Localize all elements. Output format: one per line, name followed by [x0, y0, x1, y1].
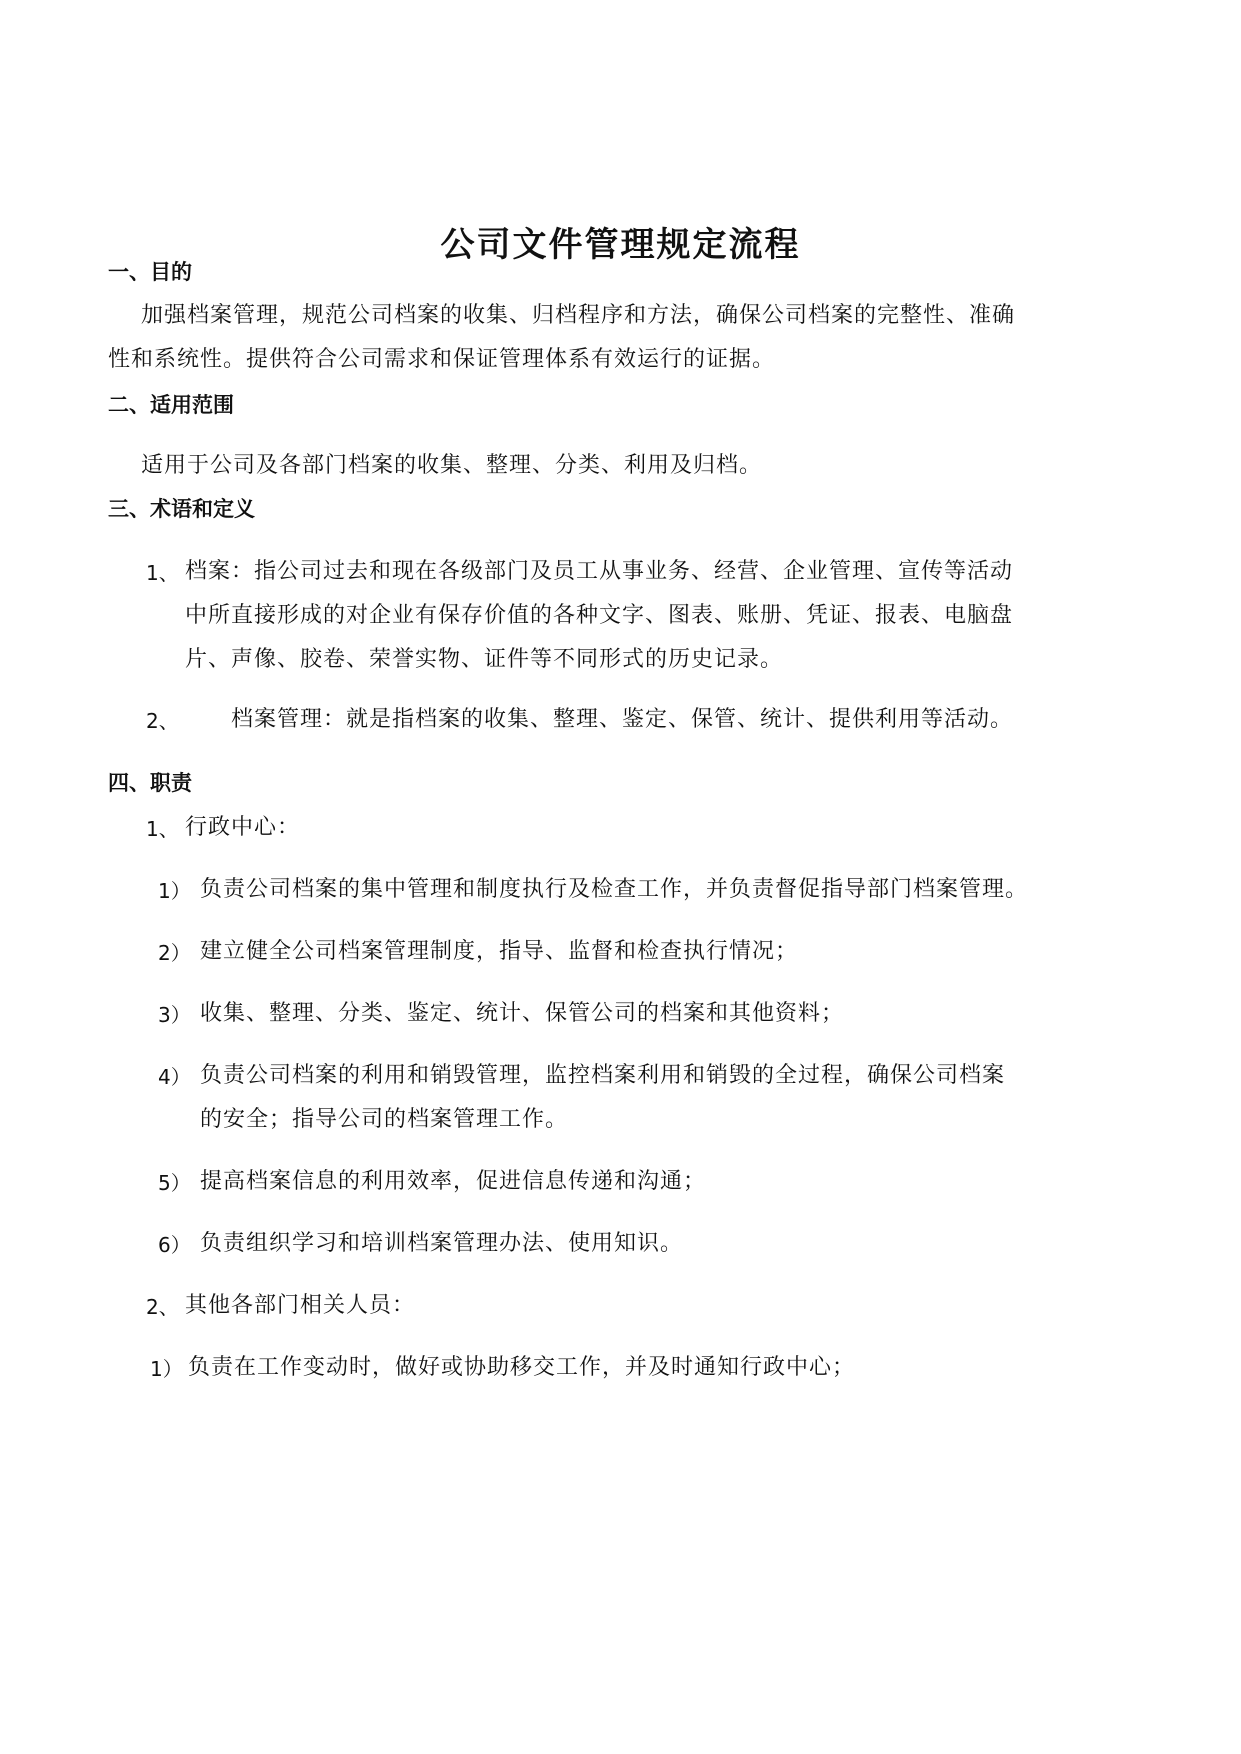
section-heading-purpose: 一、目的: [108, 260, 192, 284]
duties-1-item-3-number: 3）: [158, 1003, 191, 1027]
duties-1-item-4-number: 4）: [158, 1065, 191, 1089]
duties-group-1-label: 行政中心：: [185, 815, 301, 840]
duties-1-item-6-text: 负责组织学习和培训档案管理办法、使用知识。: [200, 1231, 684, 1256]
purpose-paragraph-line-2: 性和系统性。提供符合公司需求和保证管理体系有效运行的证据。: [108, 347, 776, 372]
scope-paragraph: 适用于公司及各部门档案的收集、整理、分类、利用及归档。: [141, 453, 763, 478]
duties-1-item-2-number: 2）: [158, 941, 191, 965]
duties-1-item-2-text: 建立健全公司档案管理制度，指导、监督和检查执行情况；: [200, 939, 799, 964]
terms-item-1-line-1: 档案：指公司过去和现在各级部门及员工从事业务、经营、企业管理、宣传等活动: [185, 559, 1014, 584]
purpose-paragraph-line-1: 加强档案管理，规范公司档案的收集、归档程序和方法，确保公司档案的完整性、准确: [141, 303, 1016, 328]
duties-1-item-4-line-2: 的安全；指导公司的档案管理工作。: [200, 1107, 569, 1132]
terms-item-1-number: 1、: [146, 561, 179, 585]
section-heading-duties: 四、职责: [108, 771, 192, 795]
duties-1-item-6-number: 6）: [158, 1233, 191, 1257]
duties-1-item-5-text: 提高档案信息的利用效率，促进信息传递和沟通；: [200, 1169, 707, 1194]
section-heading-scope: 二、适用范围: [108, 393, 234, 417]
terms-item-1-line-2: 中所直接形成的对企业有保存价值的各种文字、图表、账册、凭证、报表、电脑盘: [185, 603, 1014, 628]
duties-1-item-1-text: 负责公司档案的集中管理和制度执行及检查工作，并负责督促指导部门档案管理。: [200, 877, 1029, 902]
duties-group-2-number: 2、: [146, 1295, 179, 1319]
duties-1-item-3-text: 收集、整理、分类、鉴定、统计、保管公司的档案和其他资料；: [200, 1001, 845, 1026]
terms-item-1-line-3: 片、声像、胶卷、荣誉实物、证件等不同形式的历史记录。: [185, 647, 784, 672]
duties-2-item-1-text: 负责在工作变动时，做好或协助移交工作，并及时通知行政中心；: [188, 1355, 856, 1380]
duties-group-2-label: 其他各部门相关人员：: [185, 1293, 416, 1318]
duties-1-item-4-line-1: 负责公司档案的利用和销毁管理，监控档案利用和销毁的全过程，确保公司档案: [200, 1063, 1006, 1088]
duties-1-item-5-number: 5）: [158, 1171, 191, 1195]
section-heading-terms: 三、术语和定义: [108, 497, 255, 521]
duties-group-1-number: 1、: [146, 817, 179, 841]
terms-item-2-line-1: 档案管理：就是指档案的收集、整理、鉴定、保管、统计、提供利用等活动。: [231, 707, 1014, 732]
duties-2-item-1-number: 1）: [150, 1357, 183, 1381]
terms-item-2-number: 2、: [146, 709, 179, 733]
duties-1-item-1-number: 1）: [158, 879, 191, 903]
document-title: 公司文件管理规定流程: [440, 225, 801, 265]
